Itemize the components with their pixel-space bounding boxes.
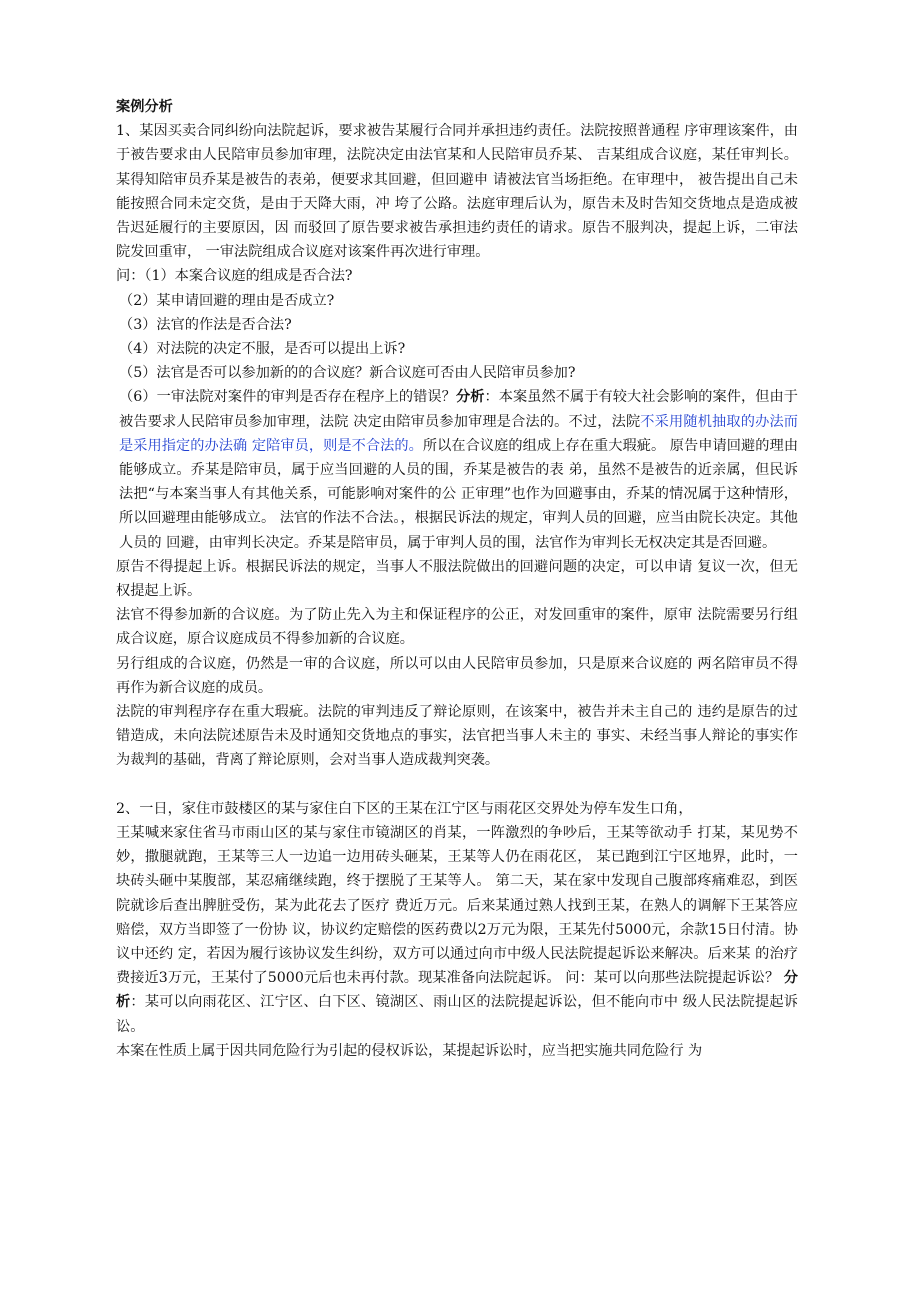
case1-question-6-and-analysis xyxy=(116,385,798,554)
case1-paragraph-appeal: 原告不得提起上诉。根据民诉法的规定，当事人不服法院做出的回避问题的决定，可以申请 复议一次，但无权提起上诉。 xyxy=(116,558,798,600)
case1-intro: 1、某因买卖合同纠纷向法院起诉，要求被告某履行合同并承担违约责任。法院按照普通程 序审理该案件，由于被告要求由人民陪审员参加审理，法院决定由法官某和人民陪审员乔某、 吉某组成合议庭，某任审判长。某得知陪审员乔某是被告的表弟，便要求其回避，但回避申 请被法官当场拒绝。在审理中， 被告提出自己未能按照合同未定交货，是由于天降大雨，冲 垮了公路。法庭审理后认为，原告未及时告知交货地点是造成被告迟延履行的主要原因，因 而驳回了原告要求被告承担违约责任的请求。原告不服判决，提起上诉，二审法院发回重审， 一审法院组成合议庭对该案件再次进行审理。 xyxy=(116,123,798,261)
case2-first-line: 2、一日，家住市鼓楼区的某与家住白下区的王某在江宁区与雨花区交界处为停车发生口角， xyxy=(116,800,693,817)
case2-body-text-a: 王某喊来家住省马市雨山区的某与家住市镜湖区的肖某，一阵激烈的争吵后，王某等欲动手 打某，某见势不妙，撒腿就跑，王某等三人一边追一边用砖头砸某，王某等人仍在雨花区， 某已跑到江宁区地界，此时，一块砖头砸中某腹部，某忍痛继续跑，终于摆脱了王某等人。 第二天，某在家中发现自己腹部疼痛难忍，到医院就诊后查出脾脏受伤，某为此花去了医疗 费近万元。后来某通过熟人找到王某，在熟人的调解下王某答应赔偿，双方当即签了一份协 议，协议约定赔偿的医药费以2万元为限，王某先付5000元，余款15日付清。协议中还约 定，若因为履行该协议发生纠纷，双方可以通过向市中级人民法院提起诉讼来解决。后来某 的治疗费接近3万元，王某付了5000元后也未再付款。现某准备向法院起诉。 问：某可以向那些法院提起诉讼？ xyxy=(116,824,798,987)
case1-paragraph-new-panel: 法官不得参加新的合议庭。为了防止先入为主和保证程序的公正，对发回重审的案件，原审 法院需要另行组成合议庭，原合议庭成员不得参加新的合议庭。 xyxy=(116,607,798,648)
case2-body-text-b: ：某可以向雨花区、江宁区、白下区、镜湖区、雨山区的法院提起诉讼，但不能向市中 级人民法院提起诉讼。 xyxy=(116,994,798,1035)
case1-question-2: （2）某申请回避的理由是否成立? xyxy=(119,292,335,309)
case1-question-3: （3）法官的作法是否合法? xyxy=(119,316,292,333)
case1-paragraph-procedure: 法院的审判程序存在重大瑕疵。法院的审判违反了辩论原则，在该案中，被告并未主自己的 违约是原告的过错造成，未向法院述原告未及时通知交货地点的事实，法官把当事人未主的 事实、未经当事人辩论的事实作为裁判的基础，背离了辩论原则，会对当事人造成裁判突袭。 xyxy=(116,704,798,769)
case1-analysis-label: 分析 xyxy=(455,389,485,406)
case1-analysis-text-b: 所以在合议庭的组成上存在重大瑕疵。 原告申请回避的理由能够成立。乔某是陪审员，属于应当回避的人员的围，乔某是被告的表 弟，虽然不是被告的近亲属，但民诉法把“与本案当事人有其他关系，可能影响对案件的公 正审理”也作为回避事由，乔某的情况属于这种情形，所以回避理由能够成立。 法官的作法不合法。，根据民诉法的规定，审判人员的回避，应当由院长决定。其他人员的 回避，由审判长决定。乔某是陪审员，属于审判人员的围，法官作为审判长无权决定其是否回避。 xyxy=(119,437,799,551)
case2-analysis-label: 分析 xyxy=(116,970,798,1011)
case1-question-1: 问：（1）本案合议庭的组成是否合法? xyxy=(116,268,353,285)
case2-last-paragraph: 本案在性质上属于因共同危险行为引起的侵权诉讼，某提起诉讼时，应当把实施共同危险行 为 xyxy=(116,1042,703,1059)
section-spacer xyxy=(116,773,798,797)
case1-question-4: （4）对法院的决定不服，是否可以提出上诉? xyxy=(119,341,406,358)
document-body xyxy=(116,95,798,1063)
document-title: 案例分析 xyxy=(116,99,173,115)
case1-analysis-text-a: ：本案虽然不属于有较大社会影响的案件，但由于被告要求人民陪审员参加审理，法院 决定由陪审员参加审理是合法的。不过，法院 xyxy=(119,389,798,430)
case1-paragraph-jurors: 另行组成的合议庭，仍然是一审的合议庭，所以可以由人民陪审员参加，只是原来合议庭的 两名陪审员不得再作为新合议庭的成员。 xyxy=(116,655,798,696)
case2-body xyxy=(116,821,798,1039)
case1-question-5: （5）法官是否可以参加新的的合议庭？新合议庭可否由人民陪审员参加? xyxy=(119,365,576,382)
case1-analysis-highlight: 不采用随机抽取的办法而是采用指定的办法确 定陪审员，则是不合法的。 xyxy=(119,413,798,454)
case1-question-6: （6）一审法院对案件的审判是否存在程序上的错误？ xyxy=(119,389,456,406)
